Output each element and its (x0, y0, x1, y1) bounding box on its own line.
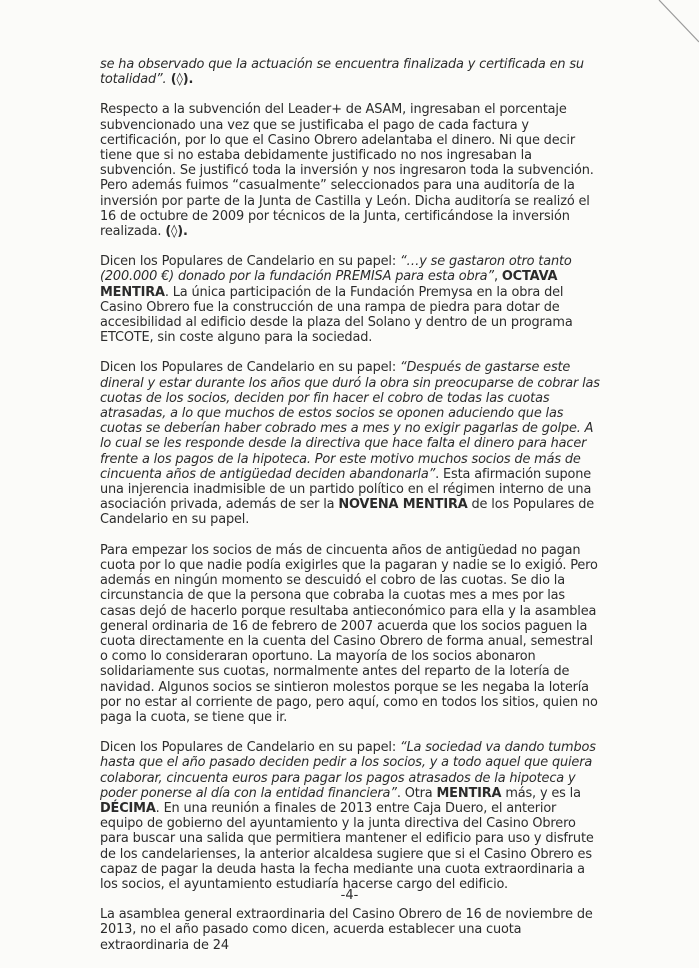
italic-quote: “Después de gastarse este dineral y estar durante los años que duró la obra sin preocuparse de cobrar las cuotas de los socios, deciden por fin hacer el cobro de todas las cuotas atrasadas, a lo que muchos de estos socios se oponen aduciendo que las cuotas se deberían haber cobrado mes a mes y no exigir pagarlas de golpe. A lo cual se les responde desde la directiva que hace falta el dinero para hacer frente a los pagos de la hipoteca. Por este motivo muchos socios de más de cincuenta años de antigüedad deciden abandonarla” (100, 360, 600, 482)
bold-text: NOVENA MENTIRA (338, 497, 468, 513)
paragraph (100, 102, 600, 239)
text-run: . La única participación de la Fundación Premysa en la obra del Casino Obrero fue la construcción de una rampa de piedra para dotar de accesibilidad al edificio desde la plaza del Solano y dentro de un programa ETCOTE, sin coste alguno para la sociedad. (100, 284, 573, 346)
paragraph (100, 360, 600, 527)
text-run: Dicen los Populares de Candelario en su papel: (100, 740, 400, 756)
text-run: más, y es la (501, 785, 581, 801)
page-corner-fold (629, 0, 699, 70)
paragraph (100, 543, 600, 725)
bold-text: DÉCIMA (100, 800, 156, 816)
bold-text: (◊). (166, 72, 194, 88)
bold-text: OCTAVA MENTIRA (100, 269, 558, 300)
text-run: . En una reunión a finales de 2013 entre Caja Duero, el anterior equipo de gobierno del ayuntamiento y la junta directiva del Casino Obrero para buscar una salida que permitiera mantener el edificio para uso y disfrute de los candelarienses, la anterior alcaldesa sugiere que si el Casino Obrero es capaz de pagar la deuda hasta la fecha mediante una cuota extraordinaria a los socios, el ayuntamiento estudiaría hacerse cargo del edificio. (100, 800, 594, 892)
text-run: Respecto a la subvención del Leader+ de ASAM, ingresaban el porcentaje subvencionado una vez que se justificaba el pago de cada factura y certificación, por lo que el Casino Obrero adelantaba el dinero. Ni que decir tiene que si no estaba debidamente justificado no nos ingresaban la subvención. Se justificó toda la inversión y nos ingresaron toda la subvención. Pero además fuimos “casualmente” seleccionados para una auditoría de la inversión por parte de la Junta de Castilla y León. Dicha auditoría se realizó el 16 de octubre de 2009 por técnicos de la Junta, certificándose la inversión realizada. (100, 102, 594, 240)
text-run: , (493, 269, 502, 285)
bold-text: MENTIRA (436, 785, 502, 801)
italic-quote: “…y se gastaron otro tanto (200.000 €) donado por la fundación PREMISA para esta obra” (100, 254, 572, 285)
text-run: Dicen los Populares de Candelario en su papel: (100, 254, 400, 270)
text-run: . Esta afirmación supone una injerencia inadmisible de un partido político en el régimen interno de una asociación privada, además de ser la (100, 466, 592, 513)
italic-quote: “La sociedad va dando tumbos hasta que el año pasado deciden pedir a los socios, y a todo aquel que quiera colaborar, cincuenta euros para pagar los pagos atrasados de la hipoteca y poder ponerse al día con la entidad financiera” (100, 740, 596, 801)
paragraph (100, 254, 600, 345)
italic-quote: se ha observado que la actuación se encuentra finalizada y certificada en su totalidad”. (100, 57, 584, 88)
text-run: La asamblea general extraordinaria del Casino Obrero de 16 de noviembre de 2013, no el año pasado como dicen, acuerda establecer una cuota extraordinaria de 24 (100, 907, 593, 953)
page-number: -4- (340, 888, 359, 903)
text-run: Para empezar los socios de más de cincuenta años de antigüedad no pagan cuota por lo que nadie podía exigirles que la pagaran y nadie se lo exigió. Pero además en ningún momento se descuidó el cobro de las cuotas. Se dio la circunstancia de que la persona que cobraba la cuotas mes a mes por las casas dejó de hacerlo porque resultaba antieconómico para ella y la asamblea general ordinaria de 16 de febrero de 2007 acuerda que los socios paguen la cuota directamente en la cuenta del Casino Obrero de forma anual, semestral o como lo consideraran oportuno. La mayoría de los socios abonaron solidariamente sus cuotas, normalmente antes del reparto de la lotería de navidad. Algunos socios se sintieron molestos porque se les negaba la lotería por no estar al corriente de pago, pero aquí, como en todos los sitios, quien no paga la cuota, se tiene que ir. (100, 542, 598, 725)
bold-text: (◊). (165, 224, 188, 240)
text-run: . Otra (396, 785, 437, 801)
text-run: de los Populares de Candelario en su papel. (100, 497, 595, 528)
paragraph (100, 907, 600, 953)
paragraph (100, 740, 600, 892)
paragraph (100, 57, 600, 87)
document-body (100, 57, 600, 968)
text-run: Dicen los Populares de Candelario en su papel: (100, 360, 400, 376)
